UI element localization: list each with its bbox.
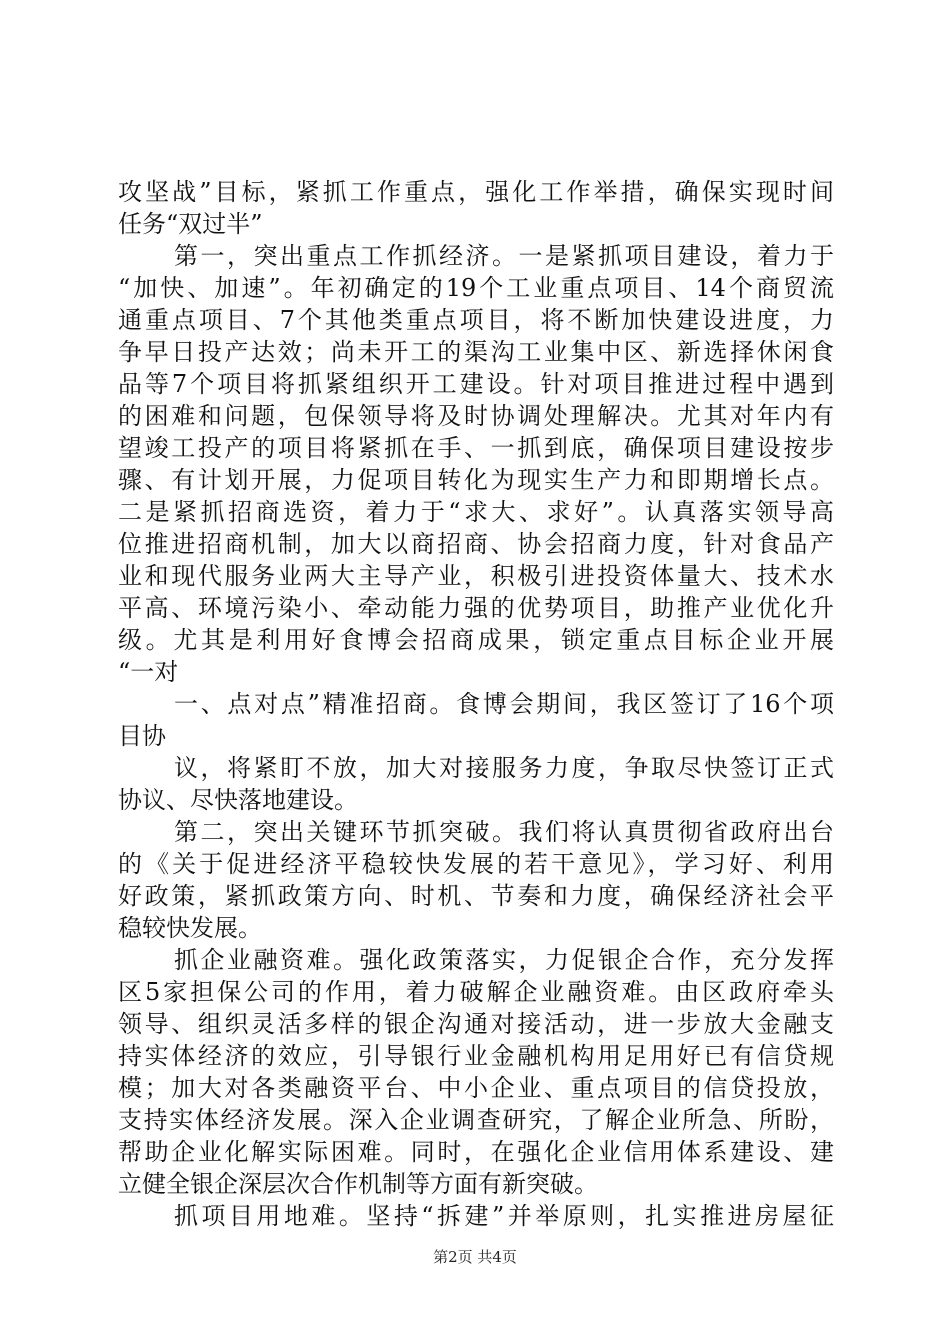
text-line: 稳较快发展。 [118,914,262,942]
text-line: 通重点项目、7个其他类重点项目，将不断加快建设进度，力 [118,306,834,334]
text-line: 抓企业融资难。强化政策落实，力促银企合作，充分发挥 [174,946,834,974]
text-line: 望竣工投产的项目将紧抓在手、一抓到底，确保项目建设按步 [118,434,834,462]
text-line: 持实体经济的效应，引导银行业金融机构用足用好已有信贷规 [118,1042,834,1070]
text-line: 位推进招商机制，加大以商招商、协会招商力度，针对食品产 [118,530,834,558]
text-line: 任务“双过半” [118,210,263,238]
text-line: 抓项目用地难。坚持“拆建”并举原则，扎实推进房屋征 [174,1202,834,1230]
text-line: “一对 [118,658,179,686]
text-line: 攻坚战”目标，紧抓工作重点，强化工作举措，确保实现时间 [118,178,834,206]
text-line: 议，将紧盯不放，加大对接服务力度，争取尽快签订正式 [174,754,834,782]
text-line: 平高、环境污染小、牵动能力强的优势项目，助推产业优化升 [118,594,834,622]
text-line: 好政策，紧抓政策方向、时机、节奏和力度，确保经济社会平 [118,882,834,910]
text-line: 二是紧抓招商选资，着力于“求大、求好”。认真落实领导高 [118,498,834,526]
text-line: 目协 [118,722,166,750]
text-line: 第一，突出重点工作抓经济。一是紧抓项目建设，着力于 [174,242,834,270]
text-line: 级。尤其是利用好食博会招商成果，锁定重点目标企业开展 [118,626,834,654]
text-line: 支持实体经济发展。深入企业调查研究，了解企业所急、所盼， [118,1106,834,1134]
text-line: 骤、有计划开展，力促项目转化为现实生产力和即期增长点。 [118,466,834,494]
page-footer: 第2页 共4页 [433,1248,517,1266]
text-line: 第二，突出关键环节抓突破。我们将认真贯彻省政府出台 [174,818,834,846]
text-line: 立健全银企深层次合作机制等方面有新突破。 [118,1170,598,1198]
text-line: 一、点对点”精准招商。食博会期间，我区签订了16个项 [174,690,834,718]
text-line: 的《关于促进经济平稳较快发展的若干意见》，学习好、利用 [118,850,834,878]
text-line: “加快、加速”。年初确定的19个工业重点项目、14个商贸流 [118,274,834,302]
text-line: 的困难和问题，包保领导将及时协调处理解决。尤其对年内有 [118,402,834,430]
text-line: 协议、尽快落地建设。 [118,786,358,814]
text-line: 模；加大对各类融资平台、中小企业、重点项目的信贷投放， [118,1074,834,1102]
text-line: 品等7个项目将抓紧组织开工建设。针对项目推进过程中遇到 [118,370,834,398]
text-line: 区5家担保公司的作用，着力破解企业融资难。由区政府牵头 [118,978,834,1006]
text-line: 帮助企业化解实际困难。同时，在强化企业信用体系建设、建 [118,1138,834,1166]
text-line: 业和现代服务业两大主导产业，积极引进投资体量大、技术水 [118,562,834,590]
text-line: 领导、组织灵活多样的银企沟通对接活动，进一步放大金融支 [118,1010,834,1038]
body-text [118,176,834,1232]
text-line: 争早日投产达效；尚未开工的渠沟工业集中区、新选择休闲食 [118,338,834,366]
